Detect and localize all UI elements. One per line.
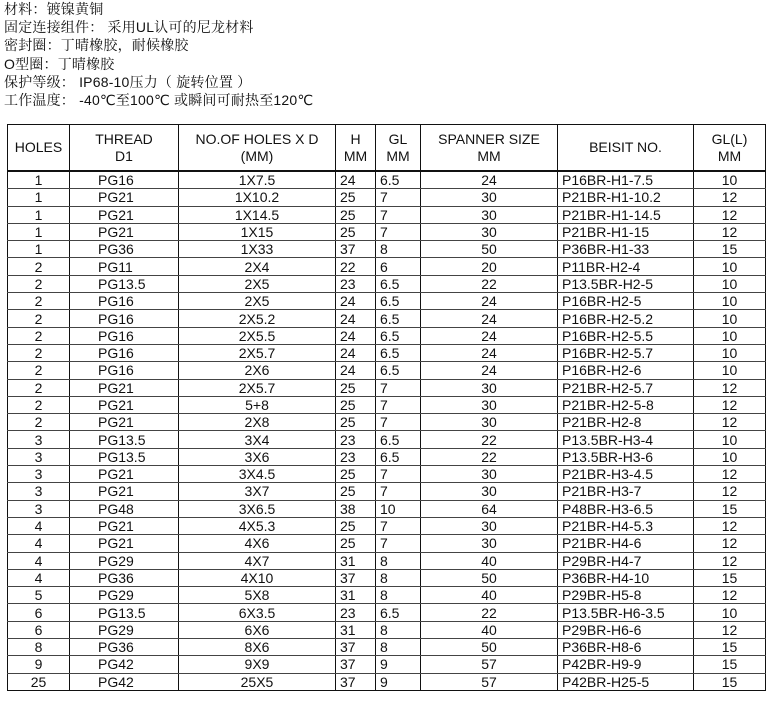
beisit-no-cell: P42BR-H9-9	[558, 656, 694, 673]
beisit-no-cell: P36BR-H4-10	[558, 569, 694, 586]
thread-cell: PG21	[70, 466, 179, 483]
holes-cell: 2	[8, 379, 70, 396]
holes-x-d-cell: 6X6	[179, 621, 336, 638]
holes-x-d-cell: 9X9	[179, 656, 336, 673]
gl-cell: 7	[376, 379, 421, 396]
spanner-size-cell: 24	[421, 327, 558, 344]
gl-cell: 7	[376, 189, 421, 206]
thread-cell: PG21	[70, 396, 179, 413]
thread-cell: PG21	[70, 223, 179, 240]
header-holes-x-d: NO.OF HOLES X D (MM)	[179, 125, 336, 172]
h-cell: 31	[336, 621, 376, 638]
table-row	[8, 414, 766, 431]
gl-l-cell: 12	[694, 517, 766, 534]
table-row	[8, 362, 766, 379]
holes-x-d-cell: 1X15	[179, 223, 336, 240]
holes-x-d-cell: 2X5.7	[179, 379, 336, 396]
gl-l-cell: 10	[694, 431, 766, 448]
holes-x-d-cell: 4X7	[179, 552, 336, 569]
gl-cell: 6.5	[376, 327, 421, 344]
spanner-size-cell: 30	[421, 206, 558, 223]
h-cell: 24	[336, 293, 376, 310]
beisit-no-cell: P21BR-H3-7	[558, 483, 694, 500]
holes-x-d-cell: 4X10	[179, 569, 336, 586]
h-cell: 24	[336, 362, 376, 379]
gl-l-cell: 15	[694, 500, 766, 517]
gl-cell: 7	[376, 517, 421, 534]
holes-cell: 1	[8, 206, 70, 223]
holes-x-d-cell: 5X8	[179, 587, 336, 604]
thread-cell: PG21	[70, 483, 179, 500]
gl-cell: 7	[376, 414, 421, 431]
thread-cell: PG36	[70, 639, 179, 656]
gl-cell: 7	[376, 483, 421, 500]
table-row	[8, 483, 766, 500]
spec-list	[4, 0, 764, 109]
table-row	[8, 171, 766, 189]
h-cell: 25	[336, 483, 376, 500]
beisit-no-cell: P13.5BR-H3-4	[558, 431, 694, 448]
holes-cell: 3	[8, 466, 70, 483]
beisit-no-cell: P21BR-H1-14.5	[558, 206, 694, 223]
spanner-size-cell: 40	[421, 621, 558, 638]
gl-l-cell: 10	[694, 171, 766, 189]
gl-l-cell: 12	[694, 621, 766, 638]
spanner-size-cell: 24	[421, 344, 558, 361]
table-header	[8, 125, 766, 172]
table-row	[8, 517, 766, 534]
thread-cell: PG29	[70, 621, 179, 638]
thread-cell: PG16	[70, 362, 179, 379]
gl-cell: 6.5	[376, 448, 421, 465]
spanner-size-cell: 40	[421, 587, 558, 604]
header-row	[8, 125, 766, 172]
holes-x-d-cell: 1X10.2	[179, 189, 336, 206]
beisit-no-cell: P16BR-H2-5.5	[558, 327, 694, 344]
h-cell: 37	[336, 241, 376, 258]
h-cell: 37	[336, 569, 376, 586]
beisit-no-cell: P29BR-H6-6	[558, 621, 694, 638]
spanner-size-cell: 64	[421, 500, 558, 517]
beisit-no-cell: P16BR-H1-7.5	[558, 171, 694, 189]
gl-cell: 7	[376, 396, 421, 413]
holes-cell: 2	[8, 414, 70, 431]
table-row	[8, 448, 766, 465]
beisit-no-cell: P48BR-H3-6.5	[558, 500, 694, 517]
holes-x-d-cell: 2X6	[179, 362, 336, 379]
gl-cell: 9	[376, 673, 421, 690]
header-holes: HOLES	[8, 125, 70, 172]
gl-cell: 6.5	[376, 431, 421, 448]
holes-cell: 2	[8, 310, 70, 327]
beisit-no-cell: P21BR-H1-15	[558, 223, 694, 240]
beisit-no-cell: P29BR-H4-7	[558, 552, 694, 569]
gl-cell: 10	[376, 500, 421, 517]
beisit-no-cell: P21BR-H2-8	[558, 414, 694, 431]
beisit-no-cell: P16BR-H2-5.7	[558, 344, 694, 361]
gl-l-cell: 10	[694, 293, 766, 310]
h-cell: 25	[336, 189, 376, 206]
holes-cell: 3	[8, 431, 70, 448]
header-gl: GL MM	[376, 125, 421, 172]
table-row	[8, 604, 766, 621]
h-cell: 25	[336, 535, 376, 552]
spanner-size-cell: 30	[421, 414, 558, 431]
h-cell: 25	[336, 223, 376, 240]
table-row	[8, 223, 766, 240]
table-row	[8, 189, 766, 206]
thread-cell: PG36	[70, 569, 179, 586]
table-row	[8, 639, 766, 656]
thread-cell: PG29	[70, 552, 179, 569]
holes-x-d-cell: 2X5.2	[179, 310, 336, 327]
spanner-size-cell: 57	[421, 673, 558, 690]
holes-x-d-cell: 2X5.5	[179, 327, 336, 344]
gl-cell: 6.5	[376, 310, 421, 327]
gl-cell: 6.5	[376, 362, 421, 379]
thread-cell: PG21	[70, 189, 179, 206]
gl-l-cell: 15	[694, 673, 766, 690]
spanner-size-cell: 30	[421, 396, 558, 413]
h-cell: 22	[336, 258, 376, 275]
thread-cell: PG29	[70, 587, 179, 604]
header-spanner-size: SPANNER SIZE MM	[421, 125, 558, 172]
gl-l-cell: 10	[694, 362, 766, 379]
thread-cell: PG16	[70, 327, 179, 344]
holes-x-d-cell: 2X8	[179, 414, 336, 431]
h-cell: 31	[336, 587, 376, 604]
table-row	[8, 258, 766, 275]
holes-x-d-cell: 2X5.7	[179, 344, 336, 361]
thread-cell: PG21	[70, 206, 179, 223]
h-cell: 24	[336, 344, 376, 361]
holes-x-d-cell: 1X14.5	[179, 206, 336, 223]
holes-x-d-cell: 3X4.5	[179, 466, 336, 483]
gl-cell: 6.5	[376, 344, 421, 361]
thread-cell: PG13.5	[70, 431, 179, 448]
thread-cell: PG13.5	[70, 604, 179, 621]
spanner-size-cell: 20	[421, 258, 558, 275]
thread-cell: PG42	[70, 673, 179, 690]
spec-fixing-parts: 固定连接组件： 采用UL认可的尼龙材料	[4, 19, 254, 36]
gl-cell: 6	[376, 258, 421, 275]
thread-cell: PG16	[70, 310, 179, 327]
gl-l-cell: 10	[694, 604, 766, 621]
thread-cell: PG16	[70, 293, 179, 310]
holes-cell: 1	[8, 241, 70, 258]
beisit-no-cell: P36BR-H1-33	[558, 241, 694, 258]
spanner-size-cell: 24	[421, 362, 558, 379]
spanner-size-cell: 30	[421, 517, 558, 534]
holes-cell: 25	[8, 673, 70, 690]
table-row	[8, 379, 766, 396]
h-cell: 25	[336, 379, 376, 396]
gl-l-cell: 12	[694, 396, 766, 413]
table-row	[8, 621, 766, 638]
gl-cell: 9	[376, 656, 421, 673]
gl-l-cell: 10	[694, 310, 766, 327]
holes-cell: 6	[8, 604, 70, 621]
beisit-no-cell: P29BR-H5-8	[558, 587, 694, 604]
h-cell: 23	[336, 448, 376, 465]
spanner-size-cell: 24	[421, 293, 558, 310]
beisit-no-cell: P13.5BR-H2-5	[558, 275, 694, 292]
holes-cell: 2	[8, 327, 70, 344]
spanner-size-cell: 50	[421, 569, 558, 586]
table-row	[8, 431, 766, 448]
holes-cell: 8	[8, 639, 70, 656]
beisit-no-cell: P21BR-H1-10.2	[558, 189, 694, 206]
holes-cell: 4	[8, 517, 70, 534]
thread-cell: PG11	[70, 258, 179, 275]
table-body	[8, 171, 766, 690]
thread-cell: PG21	[70, 535, 179, 552]
table-row	[8, 275, 766, 292]
beisit-no-cell: P21BR-H2-5-8	[558, 396, 694, 413]
spanner-size-cell: 57	[421, 656, 558, 673]
spanner-size-cell: 30	[421, 379, 558, 396]
gl-l-cell: 12	[694, 466, 766, 483]
gl-l-cell: 10	[694, 275, 766, 292]
holes-x-d-cell: 3X6	[179, 448, 336, 465]
gl-l-cell: 15	[694, 569, 766, 586]
holes-cell: 3	[8, 448, 70, 465]
holes-cell: 9	[8, 656, 70, 673]
gl-l-cell: 12	[694, 483, 766, 500]
holes-x-d-cell: 1X7.5	[179, 171, 336, 189]
beisit-no-cell: P16BR-H2-5.2	[558, 310, 694, 327]
gl-l-cell: 10	[694, 258, 766, 275]
table-row	[8, 293, 766, 310]
holes-cell: 2	[8, 258, 70, 275]
holes-x-d-cell: 25X5	[179, 673, 336, 690]
holes-cell: 3	[8, 483, 70, 500]
h-cell: 24	[336, 171, 376, 189]
gl-cell: 6.5	[376, 171, 421, 189]
holes-x-d-cell: 6X3.5	[179, 604, 336, 621]
holes-cell: 3	[8, 500, 70, 517]
thread-cell: PG21	[70, 379, 179, 396]
spanner-size-cell: 30	[421, 535, 558, 552]
gl-cell: 7	[376, 535, 421, 552]
holes-cell: 4	[8, 535, 70, 552]
thread-cell: PG21	[70, 517, 179, 534]
gl-cell: 8	[376, 639, 421, 656]
table-row	[8, 327, 766, 344]
spanner-size-cell: 30	[421, 483, 558, 500]
h-cell: 23	[336, 431, 376, 448]
thread-cell: PG16	[70, 344, 179, 361]
holes-x-d-cell: 3X6.5	[179, 500, 336, 517]
table-row	[8, 656, 766, 673]
gl-l-cell: 12	[694, 414, 766, 431]
h-cell: 37	[336, 639, 376, 656]
holes-x-d-cell: 2X5	[179, 275, 336, 292]
beisit-no-cell: P36BR-H8-6	[558, 639, 694, 656]
header-thread: THREAD D1	[70, 125, 179, 172]
gl-l-cell: 12	[694, 535, 766, 552]
spanner-size-cell: 24	[421, 310, 558, 327]
thread-cell: PG13.5	[70, 448, 179, 465]
holes-cell: 1	[8, 189, 70, 206]
holes-x-d-cell: 1X33	[179, 241, 336, 258]
gl-l-cell: 15	[694, 656, 766, 673]
gl-l-cell: 15	[694, 639, 766, 656]
gl-cell: 6.5	[376, 293, 421, 310]
spec-seal: 密封圈：丁晴橡胶，耐候橡胶	[4, 37, 189, 54]
holes-cell: 1	[8, 223, 70, 240]
gl-cell: 7	[376, 223, 421, 240]
gl-l-cell: 12	[694, 206, 766, 223]
spanner-size-cell: 22	[421, 604, 558, 621]
gl-cell: 6.5	[376, 275, 421, 292]
table-row	[8, 535, 766, 552]
holes-cell: 6	[8, 621, 70, 638]
gl-l-cell: 10	[694, 327, 766, 344]
h-cell: 37	[336, 673, 376, 690]
table-row	[8, 344, 766, 361]
holes-cell: 2	[8, 344, 70, 361]
spanner-size-cell: 40	[421, 552, 558, 569]
h-cell: 24	[336, 310, 376, 327]
table-row	[8, 241, 766, 258]
holes-cell: 2	[8, 362, 70, 379]
gl-l-cell: 10	[694, 448, 766, 465]
holes-x-d-cell: 3X4	[179, 431, 336, 448]
thread-cell: PG16	[70, 171, 179, 189]
spanner-size-cell: 30	[421, 189, 558, 206]
beisit-no-cell: P21BR-H2-5.7	[558, 379, 694, 396]
holes-x-d-cell: 4X6	[179, 535, 336, 552]
gl-cell: 8	[376, 621, 421, 638]
beisit-no-cell: P16BR-H2-5	[558, 293, 694, 310]
h-cell: 23	[336, 275, 376, 292]
holes-cell: 4	[8, 552, 70, 569]
header-h: H MM	[336, 125, 376, 172]
h-cell: 24	[336, 327, 376, 344]
holes-cell: 4	[8, 569, 70, 586]
gl-cell: 8	[376, 241, 421, 258]
spanner-size-cell: 30	[421, 223, 558, 240]
gl-cell: 8	[376, 569, 421, 586]
table-row	[8, 396, 766, 413]
header-beisit-no: BEISIT NO.	[558, 125, 694, 172]
spec-o-ring: O型圈：丁晴橡胶	[4, 55, 115, 72]
h-cell: 37	[336, 656, 376, 673]
table-row	[8, 466, 766, 483]
gl-l-cell: 10	[694, 344, 766, 361]
beisit-no-cell: P13.5BR-H6-3.5	[558, 604, 694, 621]
table-row	[8, 587, 766, 604]
table-row	[8, 310, 766, 327]
h-cell: 25	[336, 466, 376, 483]
spanner-size-cell: 30	[421, 466, 558, 483]
header-gl-l: GL(L) MM	[694, 125, 766, 172]
gl-cell: 8	[376, 587, 421, 604]
gl-l-cell: 15	[694, 241, 766, 258]
holes-x-d-cell: 5+8	[179, 396, 336, 413]
spanner-size-cell: 50	[421, 241, 558, 258]
spanner-size-cell: 24	[421, 171, 558, 189]
holes-x-d-cell: 4X5.3	[179, 517, 336, 534]
h-cell: 38	[336, 500, 376, 517]
thread-cell: PG48	[70, 500, 179, 517]
spec-temperature: 工作温度： -40℃至100℃ 或瞬间可耐热至120℃	[4, 92, 314, 109]
spanner-size-cell: 22	[421, 275, 558, 292]
spanner-size-cell: 22	[421, 448, 558, 465]
h-cell: 25	[336, 517, 376, 534]
h-cell: 31	[336, 552, 376, 569]
thread-cell: PG21	[70, 414, 179, 431]
h-cell: 25	[336, 206, 376, 223]
beisit-no-cell: P16BR-H2-6	[558, 362, 694, 379]
spanner-size-cell: 50	[421, 639, 558, 656]
table-row	[8, 673, 766, 690]
holes-cell: 2	[8, 293, 70, 310]
product-table	[7, 124, 766, 691]
holes-x-d-cell: 3X7	[179, 483, 336, 500]
table-row	[8, 500, 766, 517]
holes-x-d-cell: 8X6	[179, 639, 336, 656]
thread-cell: PG42	[70, 656, 179, 673]
gl-cell: 8	[376, 552, 421, 569]
h-cell: 25	[336, 396, 376, 413]
table-row	[8, 569, 766, 586]
beisit-no-cell: P21BR-H3-4.5	[558, 466, 694, 483]
gl-l-cell: 12	[694, 552, 766, 569]
beisit-no-cell: P21BR-H4-5.3	[558, 517, 694, 534]
gl-l-cell: 12	[694, 189, 766, 206]
beisit-no-cell: P21BR-H4-6	[558, 535, 694, 552]
spec-material: 材料：镀镍黄铜	[4, 1, 104, 17]
gl-l-cell: 12	[694, 223, 766, 240]
holes-cell: 2	[8, 275, 70, 292]
beisit-no-cell: P11BR-H2-4	[558, 258, 694, 275]
gl-cell: 6.5	[376, 604, 421, 621]
spanner-size-cell: 22	[421, 431, 558, 448]
gl-cell: 7	[376, 206, 421, 223]
table-row	[8, 552, 766, 569]
gl-l-cell: 12	[694, 587, 766, 604]
beisit-no-cell: P42BR-H25-5	[558, 673, 694, 690]
holes-cell: 1	[8, 171, 70, 189]
holes-x-d-cell: 2X5	[179, 293, 336, 310]
h-cell: 23	[336, 604, 376, 621]
beisit-no-cell: P13.5BR-H3-6	[558, 448, 694, 465]
gl-l-cell: 12	[694, 379, 766, 396]
holes-x-d-cell: 2X4	[179, 258, 336, 275]
thread-cell: PG13.5	[70, 275, 179, 292]
spec-protection: 保护等级： IP68-10压力（ 旋转位置 ）	[4, 73, 252, 90]
table-row	[8, 206, 766, 223]
thread-cell: PG36	[70, 241, 179, 258]
gl-cell: 7	[376, 466, 421, 483]
holes-cell: 5	[8, 587, 70, 604]
holes-cell: 2	[8, 396, 70, 413]
h-cell: 25	[336, 414, 376, 431]
